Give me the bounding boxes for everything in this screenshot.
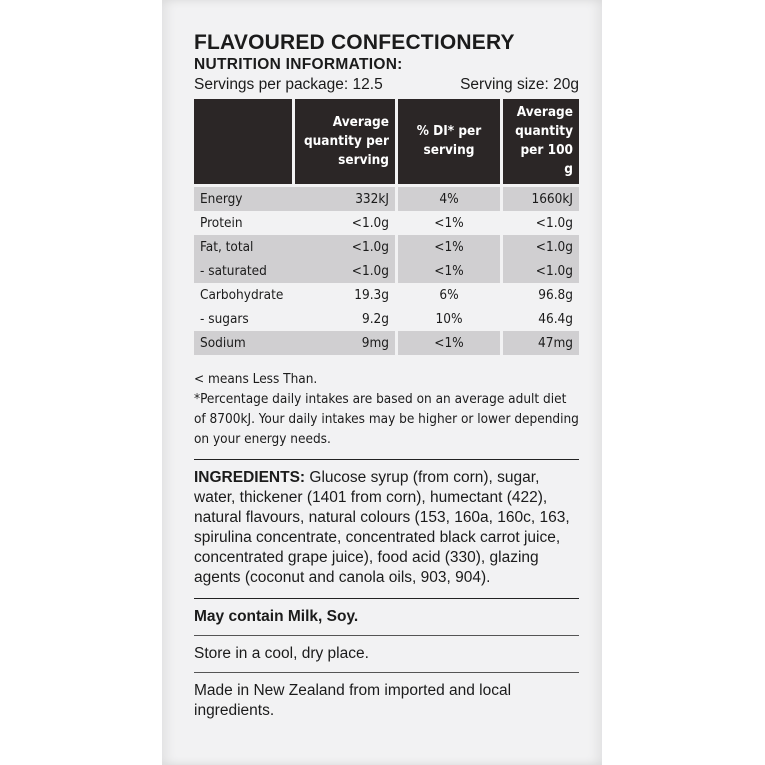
per-serving-value: <1.0g bbox=[294, 259, 397, 283]
per-100g-value: <1.0g bbox=[502, 211, 580, 235]
divider bbox=[194, 459, 579, 460]
nutrient-name: - sugars bbox=[200, 311, 249, 327]
daily-intake-value: <1% bbox=[397, 259, 502, 283]
nutrition-table bbox=[194, 99, 579, 355]
nutrient-name: Sodium bbox=[194, 331, 294, 355]
per-serving-value: 9mg bbox=[294, 331, 397, 355]
daily-intake-value: <1% bbox=[397, 211, 502, 235]
nutrient-name: Fat, total bbox=[194, 235, 294, 259]
per-serving-value: 9.2g bbox=[361, 311, 389, 327]
header-di: % DI* per serving bbox=[397, 99, 502, 186]
nutrition-row bbox=[194, 186, 579, 212]
daily-intake-value: 10% bbox=[397, 307, 502, 331]
per-100g-value: 47mg bbox=[502, 331, 580, 355]
nutrition-heading: NUTRITION INFORMATION: bbox=[194, 56, 403, 73]
per-100g-value: 46.4g bbox=[502, 307, 580, 331]
nutrient-name: Energy bbox=[194, 186, 294, 212]
daily-intake-value: <1% bbox=[397, 331, 502, 355]
per-serving-value: <1.0g bbox=[294, 235, 397, 259]
per-100g-value: <1.0g bbox=[502, 259, 580, 283]
servings-line bbox=[194, 75, 579, 95]
nutrient-name: Protein bbox=[200, 215, 243, 231]
nutrition-row bbox=[194, 235, 579, 259]
label-content bbox=[194, 30, 579, 729]
daily-intake-value: <1% bbox=[397, 235, 502, 259]
ingredients-label: INGREDIENTS: bbox=[194, 469, 306, 486]
daily-intake-value: 6% bbox=[397, 283, 502, 307]
product-title: FLAVOURED CONFECTIONERY bbox=[194, 31, 515, 54]
header-blank bbox=[194, 99, 294, 186]
nutrition-row bbox=[194, 259, 579, 283]
footnote-less-than: < means Less Than. bbox=[194, 371, 318, 387]
nutrition-row bbox=[194, 211, 579, 235]
allergen-statement: May contain Milk, Soy. bbox=[194, 608, 359, 625]
per-100g-value: 1660kJ bbox=[502, 186, 580, 212]
footnotes bbox=[194, 369, 579, 449]
divider bbox=[194, 635, 579, 636]
divider bbox=[194, 672, 579, 673]
ingredients-text: Glucose syrup (from corn), sugar, water, thickener (1401 from corn), humectant (422), natural flavours, natural colours (153, 160a, 160c, 163, spirulina concentrate, concentrated black carrot juice, concentrated grape juice), food acid (330), glazing agents (coconut and canola oils, 903, 904). bbox=[194, 469, 570, 586]
daily-intake-value: 4% bbox=[397, 186, 502, 212]
storage-instructions: Store in a cool, dry place. bbox=[194, 645, 369, 662]
header-per-100g: Average quantity per 100 g bbox=[502, 99, 580, 186]
header-per-serving: Average quantity per serving bbox=[294, 99, 397, 186]
nutrition-body bbox=[194, 186, 579, 356]
nutrient-name: Carbohydrate bbox=[200, 287, 284, 303]
footnote-daily-intake: *Percentage daily intakes are based on an average adult diet of 8700kJ. Your daily intakes may be higher or lower depending on your energy needs. bbox=[194, 391, 579, 447]
nutrition-header-row bbox=[194, 99, 579, 186]
nutrient-name: - saturated bbox=[194, 259, 294, 283]
per-serving-value: 332kJ bbox=[294, 186, 397, 212]
country-of-origin: Made in New Zealand from imported and local ingredients. bbox=[194, 682, 512, 719]
per-100g-value: <1.0g bbox=[502, 235, 580, 259]
per-serving-value: 19.3g bbox=[354, 287, 389, 303]
ingredients bbox=[194, 468, 579, 588]
nutrition-row bbox=[194, 331, 579, 355]
per-100g-value: 96.8g bbox=[502, 283, 580, 307]
divider bbox=[194, 598, 579, 599]
nutrition-row bbox=[194, 283, 579, 307]
per-serving-value: <1.0g bbox=[351, 215, 389, 231]
nutrition-row bbox=[194, 307, 579, 331]
product-label bbox=[162, 0, 602, 765]
servings-per-package: Servings per package: 12.5 bbox=[194, 76, 383, 93]
serving-size: Serving size: 20g bbox=[460, 76, 579, 93]
